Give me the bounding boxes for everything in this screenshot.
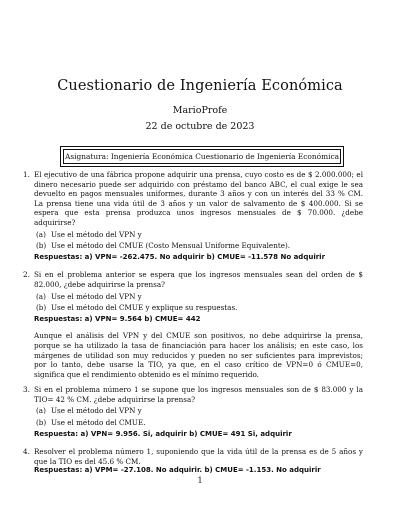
document-date: 22 de octubre de 2023 bbox=[145, 121, 255, 132]
question-number: 3. bbox=[23, 385, 30, 395]
question-2 bbox=[23, 270, 363, 324]
question-text: Resolver el problema número 1, suponiendo que la vida útil de la prensa es de 5 años y que la TIO es del 45.6 % CM. bbox=[34, 447, 363, 466]
question-3 bbox=[23, 385, 363, 439]
option-b bbox=[34, 418, 363, 428]
option-label: (b) bbox=[36, 241, 47, 251]
page-number: 1 bbox=[197, 476, 203, 485]
question-number: 1. bbox=[23, 170, 30, 179]
option-label: (a) bbox=[36, 229, 46, 239]
option-b bbox=[34, 241, 363, 251]
question-text: Si en el problema anterior se espera que los ingresos mensuales sean del orden de $ 82.000, ¿debe adquirirse la prensa? bbox=[34, 270, 363, 289]
option-label: (b) bbox=[36, 303, 47, 313]
question-text: El ejecutivo de una fábrica propone adquirir una prensa, cuyo costo es de $ 2.000.000; el dinero necesario puede ser adquirido con préstamo del banco ABC, el cual exige le sea devuelto en pagos mensuales uniformes, durante 3 años y con un interés del 33 % CM. La prensa tiene una vida útil de 3 años y un valor de salvamento de $ 400.000. Si se espera que esta prensa produzca unos ingresos mensuales de $ 70.000. ¿debe adquirirse? bbox=[34, 170, 363, 227]
option-a bbox=[34, 292, 363, 302]
answer-text: Respuesta: a) VPN= 9.956. Si, adquirir b) CMUE= 491 Si, adquirir bbox=[34, 429, 292, 438]
option-text: Use el método del VPN y bbox=[51, 406, 142, 416]
questions-list bbox=[23, 170, 363, 479]
option-a bbox=[34, 406, 363, 416]
question-number: 2. bbox=[23, 270, 30, 280]
document-author: MarioProfe bbox=[172, 105, 228, 116]
option-text: Use el método del VPN y bbox=[51, 291, 142, 301]
option-a bbox=[34, 230, 363, 240]
question-number: 4. bbox=[23, 447, 30, 457]
subject-box bbox=[60, 146, 344, 167]
explanation-note: Aunque el análisis del VPN y del CMUE son positivos, no debe adquirirse la prensa, porque se ha utilizado la tasa de financiación para hacer los análisis; en este caso, los márgenes de utilidad son muy reducidos y pueden no ser suficientes para imprevistos; por lo tanto, debe usarse la TIO, ya que, en el caso crítico de VPN=0 ó CMUE=0, significa que el rendimiento obtenido es el mínimo requerido. bbox=[34, 331, 363, 379]
option-text: Use el método del VPN y bbox=[51, 229, 142, 239]
option-label: (a) bbox=[36, 291, 46, 301]
question-1 bbox=[23, 170, 363, 262]
option-text: Use el método del CMUE. bbox=[51, 418, 146, 428]
option-text: Use el método del CMUE y explique su respuestas. bbox=[51, 303, 238, 313]
answer-text: Respuestas: a) VPM= -27.108. No adquirir. b) CMUE= -1.153. No adquirir bbox=[34, 466, 321, 475]
answer-text: Respuestas: a) VPN= 9.564 b) CMUE= 442 bbox=[34, 314, 201, 323]
question-4 bbox=[23, 447, 363, 476]
question-text: Si en el problema número 1 se supone que los ingresos mensuales son de $ 83.000 y la TIO= 42 % CM. ¿debe adquirirse la prensa? bbox=[34, 385, 363, 404]
subject-label: Asignatura: Ingeniería Económica Cuestionario de Ingeniería Económica bbox=[63, 149, 341, 164]
option-b bbox=[34, 303, 363, 313]
option-text: Use el método del CMUE (Costo Mensual Uniforme Equivalente). bbox=[51, 241, 291, 251]
document-title: Cuestionario de Ingeniería Económica bbox=[57, 78, 343, 94]
option-label: (b) bbox=[36, 418, 47, 428]
option-label: (a) bbox=[36, 406, 46, 416]
answer-text: Respuestas: a) VPN= -262.475. No adquirir b) CMUE= -11.578 No adquirir bbox=[34, 252, 326, 261]
